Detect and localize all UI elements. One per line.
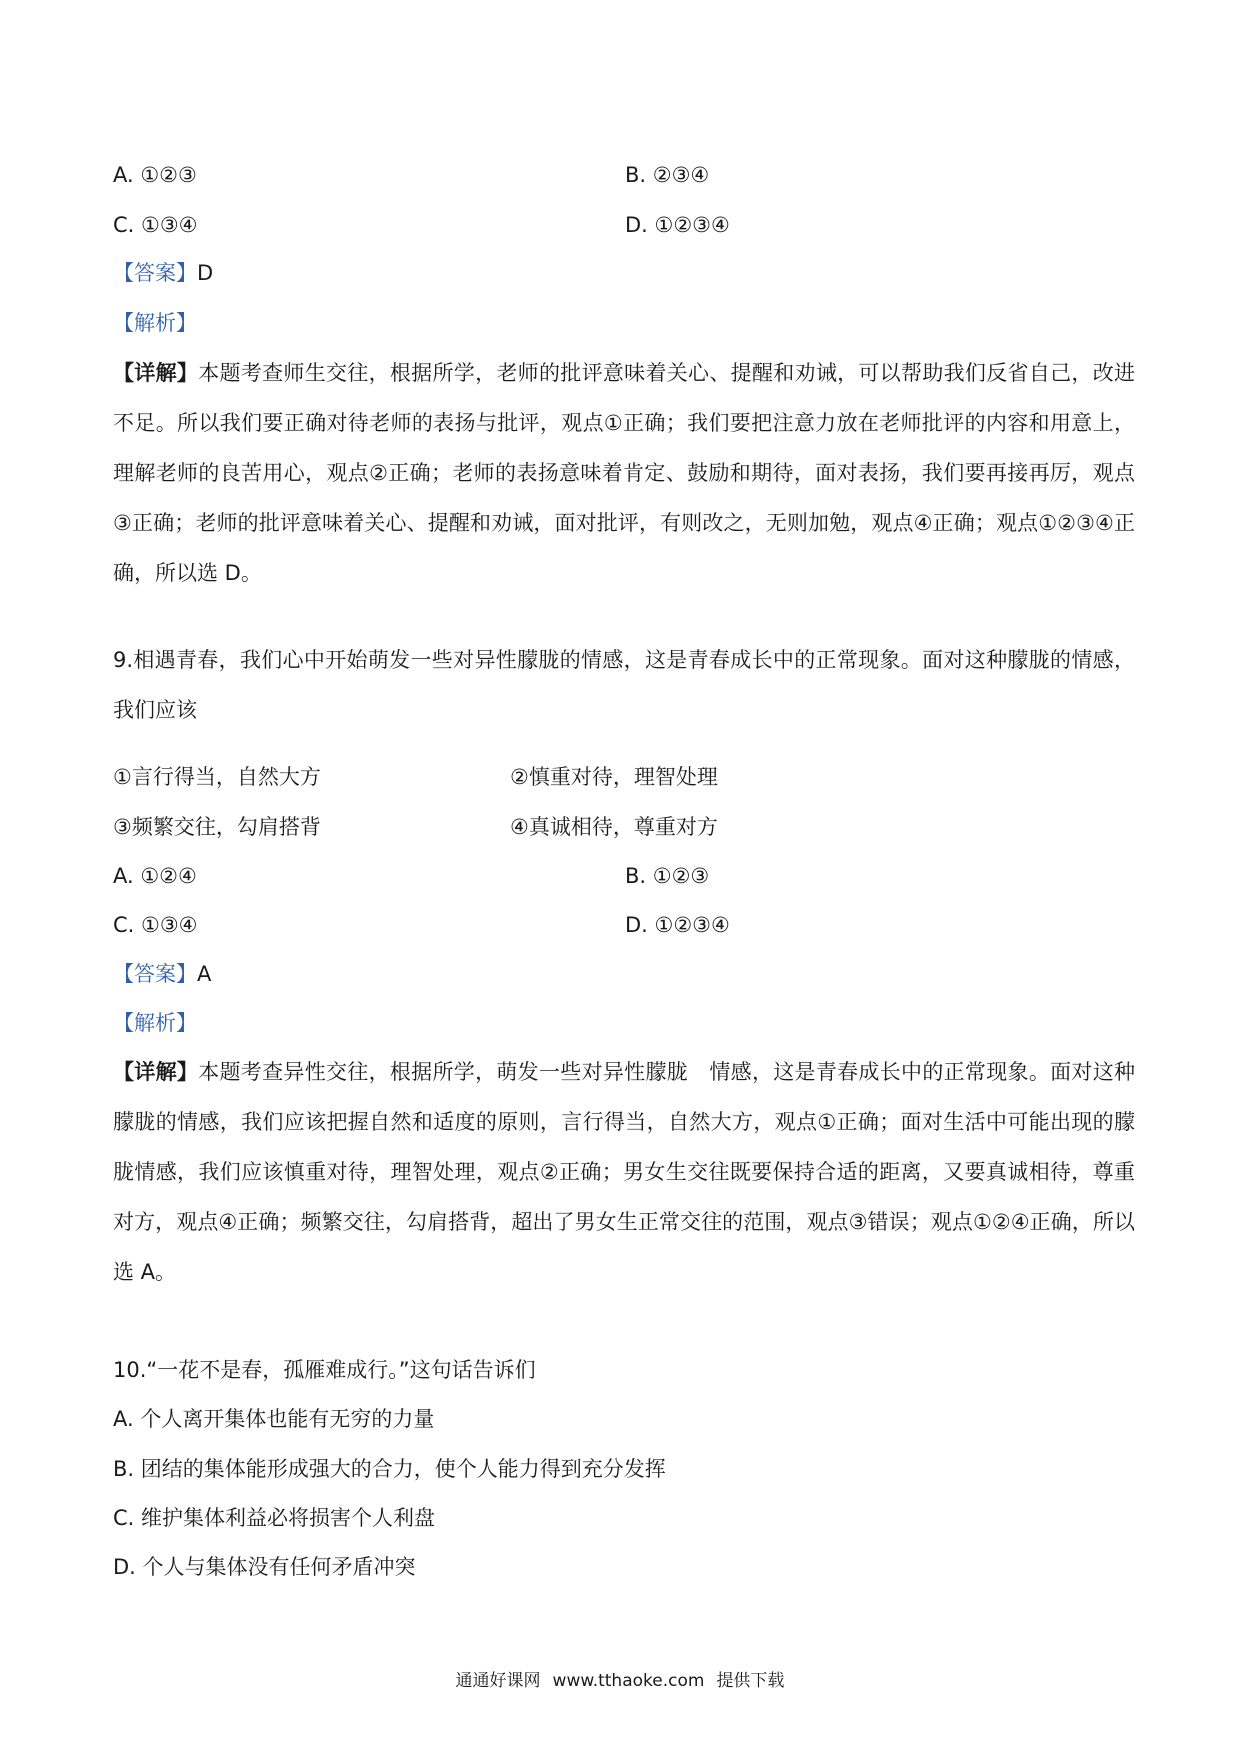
q9-detail-label: 【详解】 — [113, 1060, 199, 1084]
q8-option-b: B. ②③④ — [625, 163, 710, 187]
q8-detail-label: 【详解】 — [113, 361, 199, 385]
q8-answer-label: 【答案】 — [113, 261, 197, 285]
q9-option-b: B. ①②③ — [625, 864, 710, 888]
q9-option-a: A. ①②④ — [113, 864, 197, 888]
q9-stem: 9.相遇青春，我们心中开始萌发一些对异性朦胧的情感，这是青春成长中的正常现象。面对这种朦胧的情感，我们应该 — [113, 648, 1135, 722]
q9-statement-3: ③频繁交往，勾肩搭背 — [113, 815, 321, 839]
page-footer — [0, 1668, 1240, 1694]
q10-option-a: A. 个人离开集体也能有无穷的力量 — [113, 1407, 435, 1431]
q8-detail — [113, 348, 1135, 598]
q9-answer — [113, 959, 211, 989]
q8-detail-text: 本题考查师生交往，根据所学，老师的批评意味着关心、提醒和劝诫，可以帮助我们反省自己，改进不足。所以我们要正确对待老师的表扬与批评，观点①正确；我们要把注意力放在老师批评的内容和用意上，理解老师的良苦用心，观点②正确；老师的表扬意味着肯定、鼓励和期待，面对表扬，我们要再接再厉，观点③正确；老师的批评意味着关心、提醒和劝诫，面对批评，有则改之，无则加勉，观点④正确；观点①②③④正确，所以选 D。 — [113, 361, 1136, 585]
q8-option-a: A. ①②③ — [113, 163, 197, 187]
q9-option-d: D. ①②③④ — [625, 913, 730, 937]
q9-answer-value: A — [197, 962, 212, 986]
q9-analysis-label — [113, 1008, 197, 1038]
q9-option-c: C. ①③④ — [113, 913, 198, 937]
q10-stem: 10.“一花不是春，孤雁难成行。”这句话告诉们 — [113, 1358, 536, 1382]
q8-option-c: C. ①③④ — [113, 213, 198, 237]
q9-analysis-tag: 【解析】 — [113, 1011, 197, 1035]
q10-option-c: C. 维护集体利益必将损害个人利盘 — [113, 1506, 436, 1530]
q8-analysis-label — [113, 308, 197, 338]
q8-answer — [113, 258, 213, 288]
q9-detail — [113, 1047, 1135, 1297]
q9-detail-text: 本题考查异性交往，根据所学，萌发一些对异性朦胧 情感，这是青春成长中的正常现象。面对这种朦胧的情感，我们应该把握自然和适度的原则，言行得当，自然大方，观点①正确；面对生活中可能出现的朦胧情感，我们应该慎重对待，理智处理，观点②正确；男女生交往既要保持合适的距离，又要真诚相待，尊重对方，观点④正确；频繁交往，勾肩搭背，超出了男女生正常交往的范围，观点③错误；观点①②④正确，所以选 A。 — [113, 1060, 1136, 1284]
footer-url[interactable]: www.tthaoke.com — [552, 1671, 705, 1691]
q8-analysis-tag: 【解析】 — [113, 311, 197, 335]
q9-answer-label: 【答案】 — [113, 962, 197, 986]
q10-option-b: B. 团结的集体能形成强大的合力，使个人能力得到充分发挥 — [113, 1457, 666, 1481]
q9-statement-2: ②慎重对待，理智处理 — [510, 765, 718, 789]
footer-site-name: 通通好课网 — [455, 1671, 541, 1691]
q9-statement-4: ④真诚相待，尊重对方 — [510, 815, 718, 839]
q8-answer-value: D — [197, 261, 214, 285]
q10-option-d: D. 个人与集体没有任何矛盾冲突 — [113, 1555, 416, 1579]
footer-suffix: 提供下载 — [716, 1671, 785, 1691]
q8-option-d: D. ①②③④ — [625, 213, 730, 237]
q9-statement-1: ①言行得当，自然大方 — [113, 765, 321, 789]
